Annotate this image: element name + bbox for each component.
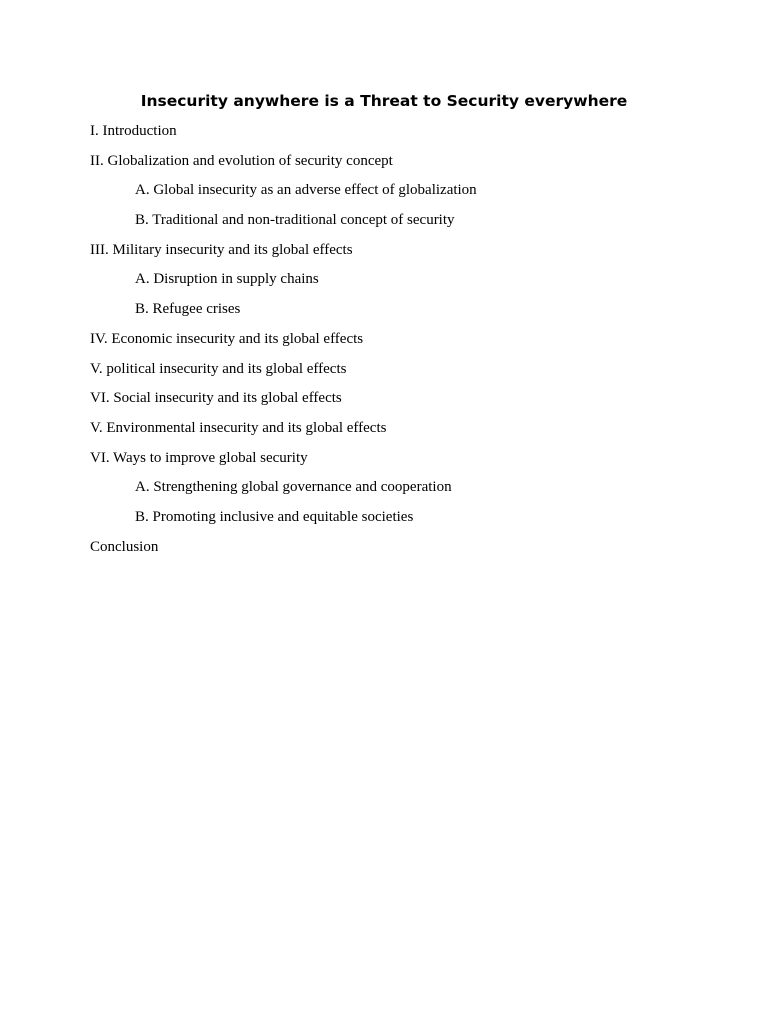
- outline-subitem: B. Promoting inclusive and equitable societies: [135, 508, 414, 525]
- outline-item-conclusion: Conclusion: [90, 538, 159, 555]
- outline-item: VI. Ways to improve global security: [90, 449, 308, 466]
- outline-subitem: A. Disruption in supply chains: [135, 271, 319, 288]
- outline-subitem: B. Traditional and non-traditional concept of security: [135, 212, 455, 229]
- outline-item: VI. Social insecurity and its global effects: [90, 390, 342, 407]
- outline-item: V. Environmental insecurity and its global effects: [90, 419, 387, 436]
- outline-item: II. Globalization and evolution of security concept: [90, 152, 393, 169]
- outline-subitem: B. Refugee crises: [135, 301, 241, 318]
- outline-list: [90, 121, 690, 566]
- outline-subitem: A. Global insecurity as an adverse effect of globalization: [135, 182, 477, 199]
- outline-item: IV. Economic insecurity and its global effects: [90, 330, 364, 347]
- outline-item: I. Introduction: [90, 123, 177, 139]
- outline-item: III. Military insecurity and its global effects: [90, 241, 353, 258]
- outline-item: V. political insecurity and its global effects: [90, 360, 347, 377]
- outline-subitem: A. Strengthening global governance and cooperation: [135, 479, 452, 496]
- document-title: Insecurity anywhere is a Threat to Security everywhere: [140, 92, 628, 110]
